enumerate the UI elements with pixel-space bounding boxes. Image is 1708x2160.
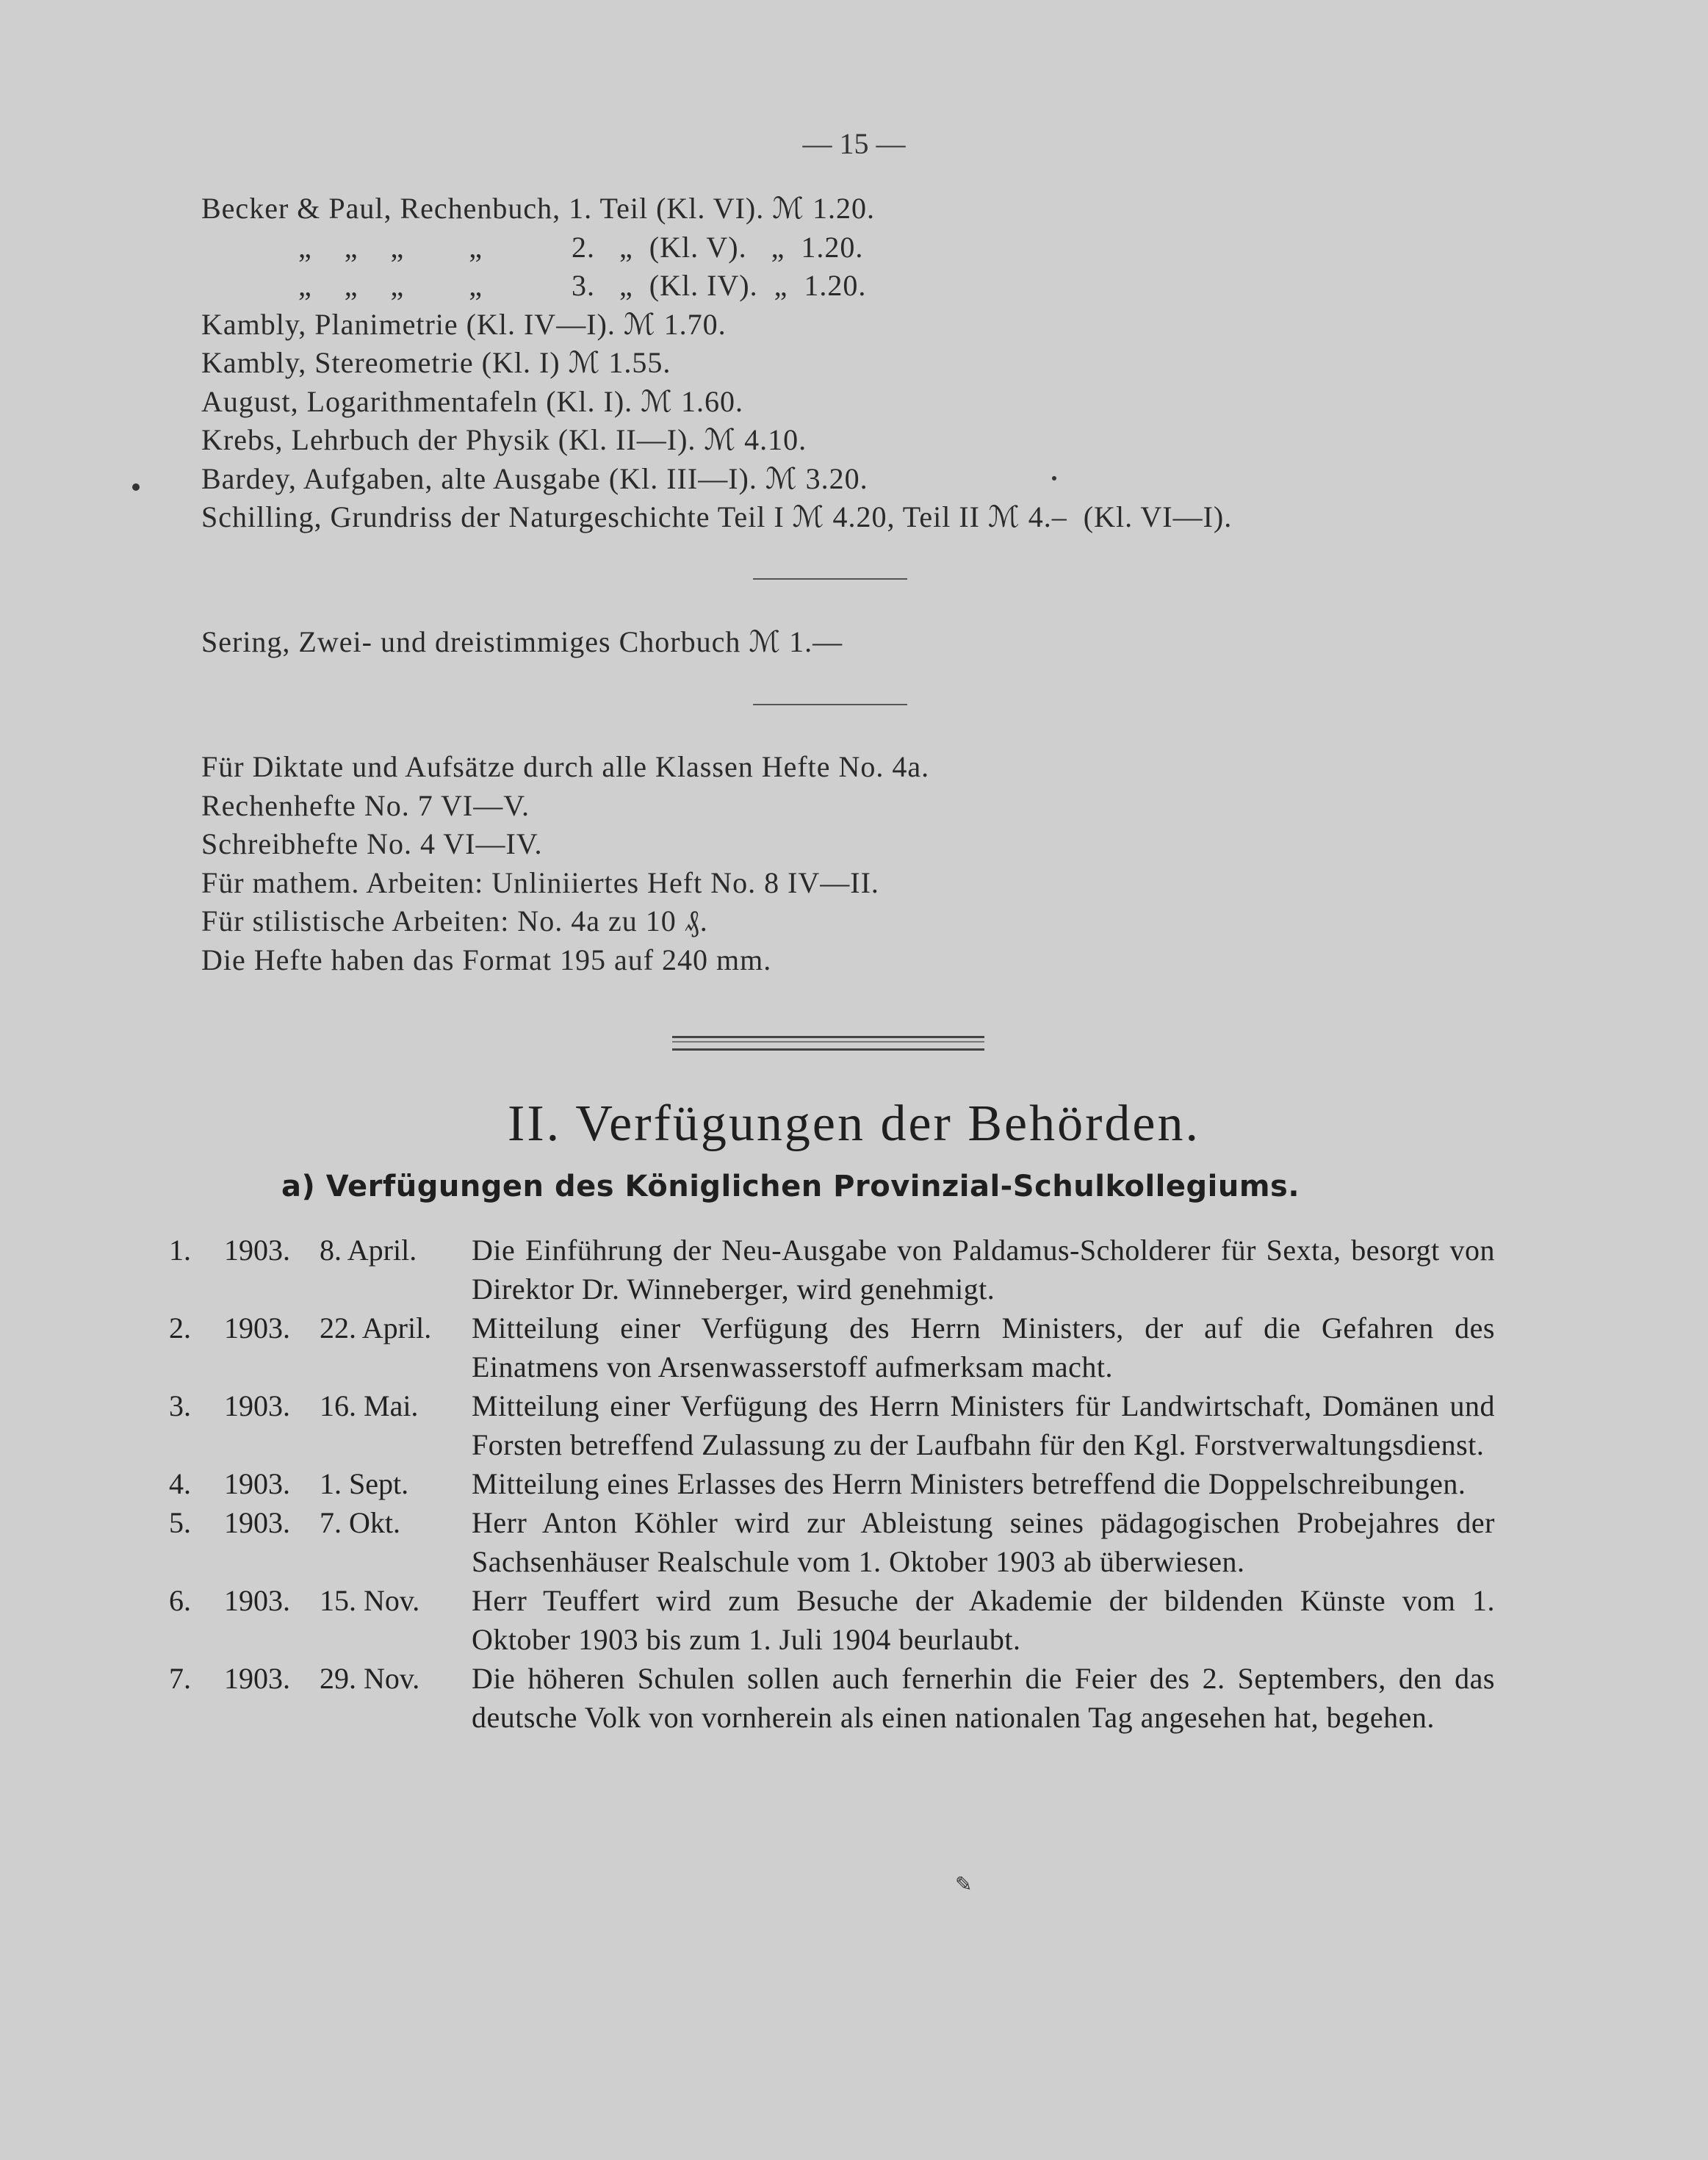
section-double-rule [672,1036,984,1051]
decree-number: 6. [169,1584,191,1617]
decree-list [169,1231,1495,1737]
decree-number: 4. [169,1467,191,1500]
decree-entry [169,1308,1495,1386]
book-line: Bardey, Aufgaben, alte Ausgabe (Kl. III—I). ℳ 3.20. [201,461,868,495]
textbook-list [201,190,1524,537]
book-line: Krebs, Lehrbuch der Physik (Kl. II—I). ℳ 4.10. [201,423,807,456]
decree-number: 1. [169,1234,191,1267]
decree-year: 1903. [224,1662,290,1695]
decree-text: Die höheren Schulen sollen auch fernerhin die Feier des 2. Septembers, den das deutsche Volk von vornherein als einen nationalen Tag angesehen hat, begehen. [472,1662,1495,1734]
notebook-line: Die Hefte haben das Format 195 auf 240 mm. [201,943,772,976]
decree-text: Herr Anton Köhler wird zur Ableistung seines pädagogischen Probejahres der Sachsenhäuser Realschule vom 1. Oktober 1903 ab überwiesen. [472,1506,1495,1578]
book-line: Kambly, Planimetrie (Kl. IV—I). ℳ 1.70. [201,307,727,341]
decree-date: 15. Nov. [320,1584,420,1617]
divider-rule [753,578,907,580]
decree-year: 1903. [224,1234,290,1267]
decree-text: Mitteilung einer Verfügung des Herrn Ministers, der auf die Gefahren des Einatmens von Arsenwasserstoff aufmerksam macht. [472,1311,1495,1383]
decree-entry [169,1659,1495,1737]
decree-number: 3. [169,1389,191,1422]
ink-speck [132,483,140,491]
decree-year: 1903. [224,1311,290,1344]
decree-number: 2. [169,1311,191,1344]
decree-year: 1903. [224,1584,290,1617]
decree-entry [169,1386,1495,1464]
decree-text: Mitteilung einer Verfügung des Herrn Ministers für Landwirtschaft, Domänen und Forsten betreffend Zulassung zu der Laufbahn für den Kgl. Forstverwaltungsdienst. [472,1389,1495,1461]
decree-date: 29. Nov. [320,1662,420,1695]
decree-entry [169,1503,1495,1581]
section-title: II. Verfügungen der Behörden. [508,1095,1200,1152]
decree-text: Die Einführung der Neu-Ausgabe von Paldamus-Scholderer für Sexta, besorgt von Direktor Dr. Winneberger, wird genehmigt. [472,1234,1495,1306]
notebook-line: Schreibhefte No. 4 VI—IV. [201,827,543,860]
notebook-line: Rechenhefte No. 7 VI—V. [201,788,530,822]
notebook-line: Für Diktate und Aufsätze durch alle Klassen Hefte No. 4a. [201,750,930,783]
decree-date: 1. Sept. [320,1467,409,1500]
decree-year: 1903. [224,1506,290,1539]
book-line: „ „ „ „ 3. „ (Kl. IV). „ 1.20. [201,269,867,302]
pencil-mark-icon: ✎ [955,1872,973,1896]
decree-date: 8. April. [320,1234,417,1267]
notebook-list [201,748,929,979]
decree-entry [169,1581,1495,1659]
section-subtitle: a) Verfügungen des Königlichen Provinzial-Schulkollegiums. [281,1170,1300,1203]
notebook-line: Für mathem. Arbeiten: Unliniiertes Heft No. 8 IV—II. [201,865,879,899]
book-line: August, Logarithmentafeln (Kl. I). ℳ 1.60. [201,384,743,418]
book-line: Becker & Paul, Rechenbuch, 1. Teil (Kl. VI). ℳ 1.20. [201,192,875,225]
decree-year: 1903. [224,1389,290,1422]
decree-year: 1903. [224,1467,290,1500]
choir-book-line: Sering, Zwei- und dreistimmiges Chorbuch ℳ 1.— [201,625,843,658]
decree-date: 16. Mai. [320,1389,419,1422]
page-number: — 15 — [802,127,906,160]
decree-date: 22. April. [320,1311,432,1344]
decree-number: 5. [169,1506,191,1539]
decree-number: 7. [169,1662,191,1695]
book-line: Schilling, Grundriss der Naturgeschichte Teil I ℳ 4.20, Teil II ℳ 4.– (Kl. VI—I). [201,500,1233,533]
book-line: Kambly, Stereometrie (Kl. I) ℳ 1.55. [201,346,671,379]
decree-text: Herr Teuffert wird zum Besuche der Akademie der bildenden Künste vom 1. Oktober 1903 bis zum 1. Juli 1904 beurlaubt. [472,1584,1495,1656]
decree-entry [169,1464,1495,1503]
decree-date: 7. Okt. [320,1506,400,1539]
notebook-line: Für stilistische Arbeiten: No. 4a zu 10 ₰. [201,904,708,937]
divider-rule [753,704,907,705]
decree-text: Mitteilung eines Erlasses des Herrn Ministers betreffend die Doppelschreibungen. [472,1467,1466,1500]
decree-entry [169,1231,1495,1308]
book-line: „ „ „ „ 2. „ (Kl. V). „ 1.20. [201,230,864,264]
ink-speck [1052,476,1056,480]
